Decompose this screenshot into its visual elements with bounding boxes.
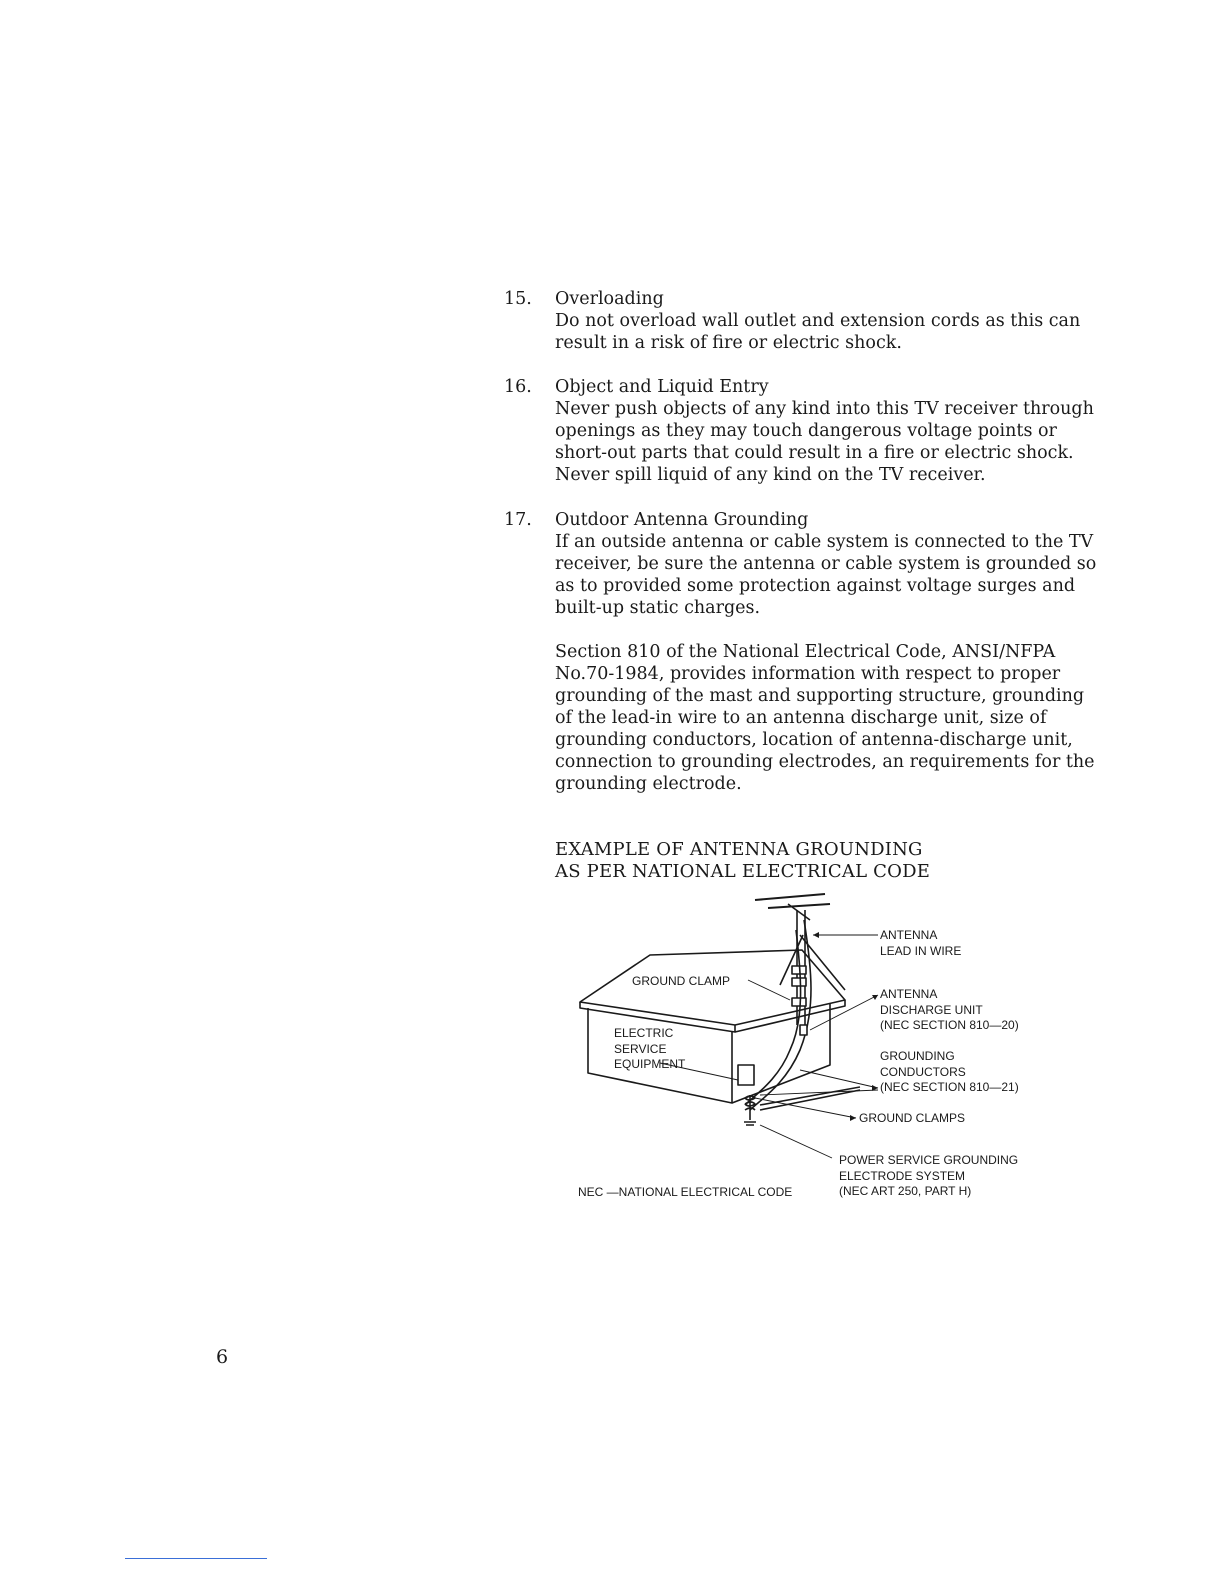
label-line: CONDUCTORS — [880, 1064, 966, 1079]
paragraph-line: Section 810 of the National Electrical Code, ANSI/NFPA — [555, 642, 1056, 662]
paragraph-line: grounding of the mast and supporting structure, grounding — [555, 686, 1085, 706]
paragraph-line: of the lead-in wire to an antenna discharge unit, size of — [555, 708, 1047, 728]
item-line: Do not overload wall outlet and extension cords as this can — [555, 311, 1081, 331]
label-line: (NEC SECTION 810—21) — [880, 1080, 1019, 1094]
discharge-unit — [800, 1025, 807, 1035]
label-power-service — [839, 1153, 1018, 1200]
antenna-grounding-diagram — [560, 890, 1060, 1220]
item-body — [555, 509, 1097, 619]
label-line: LEAD IN WIRE — [880, 943, 962, 958]
leader-grounding-conductors — [800, 1070, 878, 1088]
page-number: 6 — [216, 1346, 229, 1368]
item-heading: Outdoor Antenna Grounding — [555, 510, 809, 530]
label-line: ELECTRODE SYSTEM — [839, 1168, 966, 1183]
label-line: (NEC SECTION 810—20) — [880, 1018, 1019, 1032]
label-electric-service — [614, 1026, 685, 1073]
label-discharge-unit — [880, 987, 1019, 1034]
item-line: Never push objects of any kind into this TV receiver through — [555, 399, 1094, 419]
section-paragraph — [555, 641, 1095, 795]
paragraph-line: No.70-1984, provides information with respect to proper — [555, 664, 1061, 684]
house-side-wall — [732, 1004, 830, 1103]
item-line: short-out parts that could result in a fire or electric shock. — [555, 443, 1074, 463]
item-line: result in a risk of fire or electric shock. — [555, 333, 902, 353]
label-line: ANTENNA — [880, 987, 938, 1001]
figure-title — [555, 839, 930, 883]
item-body — [555, 288, 1085, 354]
leader-ground-clamp — [748, 980, 790, 1000]
label-ground-clamps: GROUND CLAMPS — [859, 1111, 966, 1125]
item-line: receiver, be sure the antenna or cable system is grounded so — [555, 554, 1097, 574]
label-grounding-conductors — [880, 1049, 1019, 1096]
item-number: 15. — [504, 289, 532, 309]
label-line: DISCHARGE UNIT — [880, 1002, 983, 1017]
item-line: If an outside antenna or cable system is connected to the TV — [555, 532, 1094, 552]
label-nec-note: NEC —NATIONAL ELECTRICAL CODE — [578, 1185, 793, 1199]
paragraph-line: connection to grounding electrodes, an requirements for the — [555, 752, 1095, 772]
label-line: ELECTRIC — [614, 1026, 674, 1040]
label-line: (NEC ART 250, PART H) — [839, 1184, 972, 1198]
label-line: EQUIPMENT — [614, 1057, 686, 1071]
label-line: GROUNDING — [880, 1049, 955, 1063]
label-line: POWER SERVICE GROUNDING — [839, 1153, 1019, 1167]
paragraph-line: grounding conductors, location of antenna-discharge unit, — [555, 730, 1073, 750]
paragraph-line: grounding electrode. — [555, 774, 742, 794]
item-line: as to provided some protection against voltage surges and — [555, 576, 1076, 596]
label-line: SERVICE — [614, 1041, 667, 1056]
item-heading: Object and Liquid Entry — [555, 377, 769, 397]
item-heading: Overloading — [555, 289, 664, 309]
label-ground-clamp: GROUND CLAMP — [632, 974, 731, 988]
label-line: ANTENNA — [880, 928, 938, 942]
leader-power-service — [760, 1125, 832, 1158]
figure-title-line: EXAMPLE OF ANTENNA GROUNDING — [555, 839, 923, 860]
item-line: openings as they may touch dangerous voltage points or — [555, 421, 1057, 441]
label-antenna-lead — [880, 928, 961, 959]
figure-title-line: AS PER NATIONAL ELECTRICAL CODE — [555, 861, 931, 882]
item-body — [555, 376, 1094, 486]
service-box — [738, 1065, 754, 1085]
item-line: built-up static charges. — [555, 598, 761, 618]
item-number: 17. — [504, 510, 532, 530]
bottom-rule — [125, 1558, 267, 1559]
item-line: Never spill liquid of any kind on the TV receiver. — [555, 465, 986, 485]
item-number: 16. — [504, 377, 532, 397]
